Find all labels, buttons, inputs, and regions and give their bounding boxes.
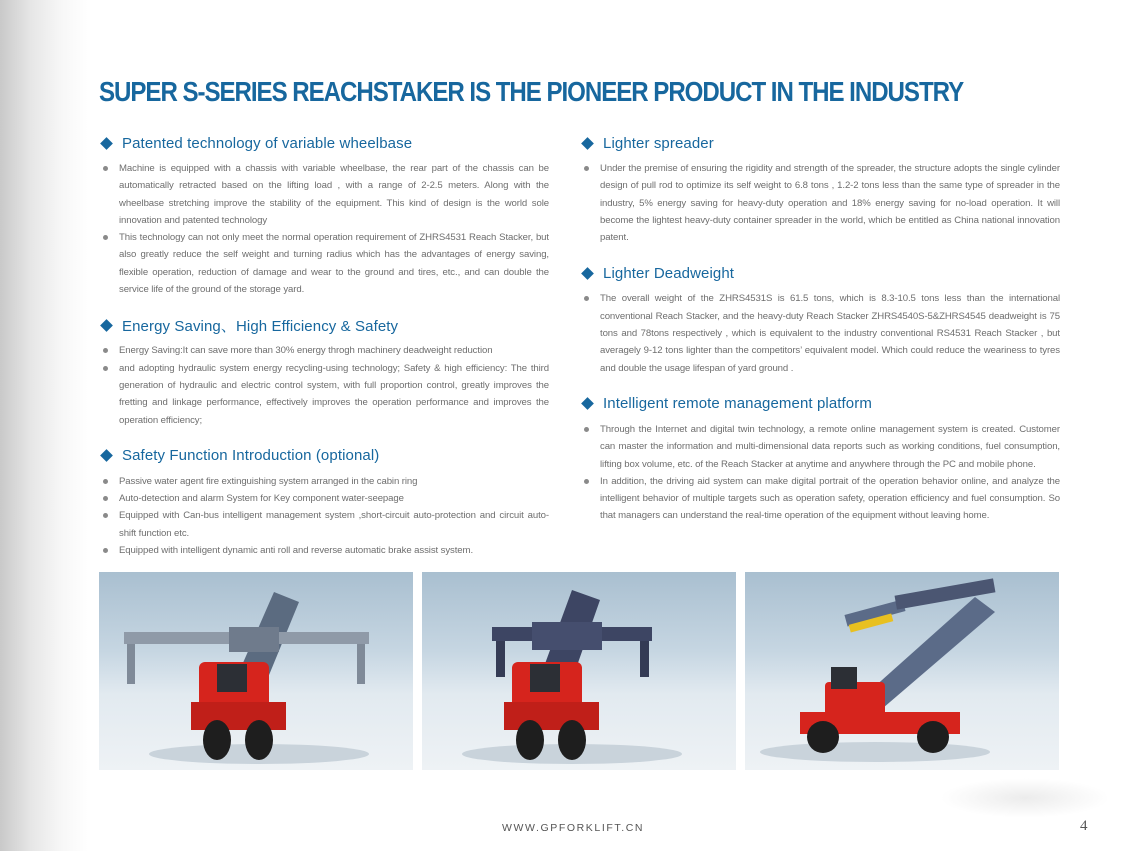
bullet-text: Energy Saving:It can save more than 30% energy throgh machinery deadweight reduction xyxy=(119,345,493,357)
section-safety-function xyxy=(99,445,549,559)
bullet-item xyxy=(580,473,1060,525)
bullet-item xyxy=(99,542,549,559)
section-heading xyxy=(580,132,1060,154)
bullet-text: Passive water agent fire extinguishing system arranged in the cabin ring xyxy=(119,475,418,487)
page-gutter-shadow xyxy=(0,0,88,851)
bullet-text: Auto-detection and alarm System for Key component water-seepage xyxy=(119,493,404,505)
bullet-text: Equipped with Can-bus intelligent management system ,short-circuit auto-protection and circuit auto-shift function etc. xyxy=(119,510,549,539)
bullet-text: This technology can not only meet the normal operation requirement of ZHRS4531 Reach Stacker, but also greatly reduce the self weight and turning radius which has the advantages of energy saving, flexible operation, reduction of damage and wear to the ground and tires, etc., and can double the service life of the ground of the storage yard. xyxy=(119,232,549,296)
section-heading xyxy=(99,132,549,154)
section-energy-saving xyxy=(99,314,549,428)
bullet-dot-icon xyxy=(103,235,108,240)
bullet-list xyxy=(580,290,1060,376)
section-heading-text: Intelligent remote management platform xyxy=(603,395,872,413)
page-title: SUPER S-SERIES REACHSTAKER IS THE PIONEER PRODUCT IN THE INDUSTRY xyxy=(99,76,964,107)
section-heading xyxy=(580,262,1060,284)
section-heading xyxy=(99,445,549,467)
reach-stacker-illustration xyxy=(422,572,736,770)
section-heading-text: Lighter Deadweight xyxy=(603,264,735,282)
decorative-shadow xyxy=(940,778,1110,818)
diamond-bullet-icon xyxy=(100,137,113,150)
bullet-item xyxy=(580,160,1060,246)
bullet-dot-icon xyxy=(103,513,108,518)
bullet-dot-icon xyxy=(103,348,108,353)
bullet-text: and adopting hydraulic system energy recycling-using technology; Safety & high efficiency: The third generation of hydraulic and electric control system, with full proportion control, greatly improves the fretting and linkage performance, effectively improves the operation performance and improves the operation efficiency; xyxy=(119,362,549,426)
section-heading-text: Safety Function Introduction (optional) xyxy=(122,447,380,465)
bullet-item xyxy=(99,360,549,429)
right-column xyxy=(580,132,1060,541)
section-remote-management xyxy=(580,393,1060,525)
bullet-dot-icon xyxy=(103,496,108,501)
section-variable-wheelbase xyxy=(99,132,549,298)
bullet-item xyxy=(580,290,1060,376)
section-heading-text: Patented technology of variable wheelbase xyxy=(122,134,413,152)
bullet-list xyxy=(580,160,1060,246)
bullet-list xyxy=(99,473,549,559)
section-heading xyxy=(580,393,1060,415)
bullet-dot-icon xyxy=(103,366,108,371)
page-number: 4 xyxy=(1080,818,1088,834)
reach-stacker-photo-1 xyxy=(99,572,413,770)
section-heading-text: Energy Saving、High Efficiency & Safety xyxy=(122,317,399,335)
section-heading xyxy=(99,314,549,336)
bullet-item xyxy=(99,160,549,229)
left-column xyxy=(99,132,549,575)
diamond-bullet-icon xyxy=(100,449,113,462)
bullet-text: The overall weight of the ZHRS4531S is 61.5 tons, which is 8.3-10.5 tons less than the international conventional Reach Stacker, and the heavy-duty Reach Stacker ZHRS4540S-5&ZHRS4545 deadweight is 75 tons and 78tons respectively , which is equivalent to the industry conventional RS4531 Reach Stacker , but averagely 9-12 tons lighter than the competitors’ equivalent model. Which could reduce the weariness to tyres and double the usage lifespan of yard ground . xyxy=(600,293,1060,374)
bullet-item xyxy=(99,342,549,359)
bullet-text: Through the Internet and digital twin technology, a remote online management system is created. Customer can master the information and multi-dimensional data reports such as working conditions, fuel consumption, lifting box volume, etc. of the Reach Stacker at anytime and anywhere through the PC and mobile phone. xyxy=(600,423,1060,470)
reach-stacker-photo-3 xyxy=(745,572,1059,770)
bullet-text: In addition, the driving aid system can make digital portrait of the operation behavior online, and analyze the intelligent behavior of multiple targets such as operation safety, operation efficiency and fuel consumption. So that managers can understand the real-time operation of the equipment without leaving home. xyxy=(600,475,1060,522)
reach-stacker-illustration xyxy=(745,572,1059,770)
reach-stacker-illustration xyxy=(99,572,413,770)
bullet-item xyxy=(580,421,1060,473)
bullet-item xyxy=(99,229,549,298)
diamond-bullet-icon xyxy=(581,398,594,411)
diamond-bullet-icon xyxy=(581,267,594,280)
bullet-text: Equipped with intelligent dynamic anti roll and reverse automatic brake assist system. xyxy=(119,545,474,557)
bullet-dot-icon xyxy=(103,166,108,171)
section-lighter-spreader xyxy=(580,132,1060,246)
reach-stacker-photo-2 xyxy=(422,572,736,770)
section-heading-text: Lighter spreader xyxy=(603,134,714,152)
bullet-dot-icon xyxy=(584,427,589,432)
bullet-item xyxy=(99,507,549,542)
diamond-bullet-icon xyxy=(581,137,594,150)
bullet-text: Machine is equipped with a chassis with variable wheelbase, the rear part of the chassis can be automatically retracted based on the lifting load , with a range of 2-2.5 meters. Along with the wheelbase stretching improve the stability of the equipment. This kind of design is the world sole innovation and patented technology xyxy=(119,163,549,226)
bullet-text: Under the premise of ensuring the rigidity and strength of the spreader, the structure adopts the single cylinder design of pull rod to optimize its self weight to 6.8 tons , 1.2-2 tons less than the same type of spreader in the industry, 5% energy saving for heavy-duty operation and 18% energy saving for no-load operation. It will become the lightest heavy-duty container spreader in the world, which be entitled as China national innovation patent. xyxy=(600,163,1060,244)
bullet-dot-icon xyxy=(584,296,589,301)
bullet-list xyxy=(99,160,549,298)
footer-url: WWW.GPFORKLIFT.CN xyxy=(502,822,645,834)
bullet-item xyxy=(99,473,549,490)
bullet-dot-icon xyxy=(584,166,589,171)
diamond-bullet-icon xyxy=(100,319,113,332)
bullet-list xyxy=(99,342,549,428)
bullet-dot-icon xyxy=(103,548,108,553)
section-lighter-deadweight xyxy=(580,262,1060,376)
bullet-dot-icon xyxy=(103,479,108,484)
bullet-dot-icon xyxy=(584,479,589,484)
bullet-item xyxy=(99,490,549,507)
bullet-list xyxy=(580,421,1060,525)
